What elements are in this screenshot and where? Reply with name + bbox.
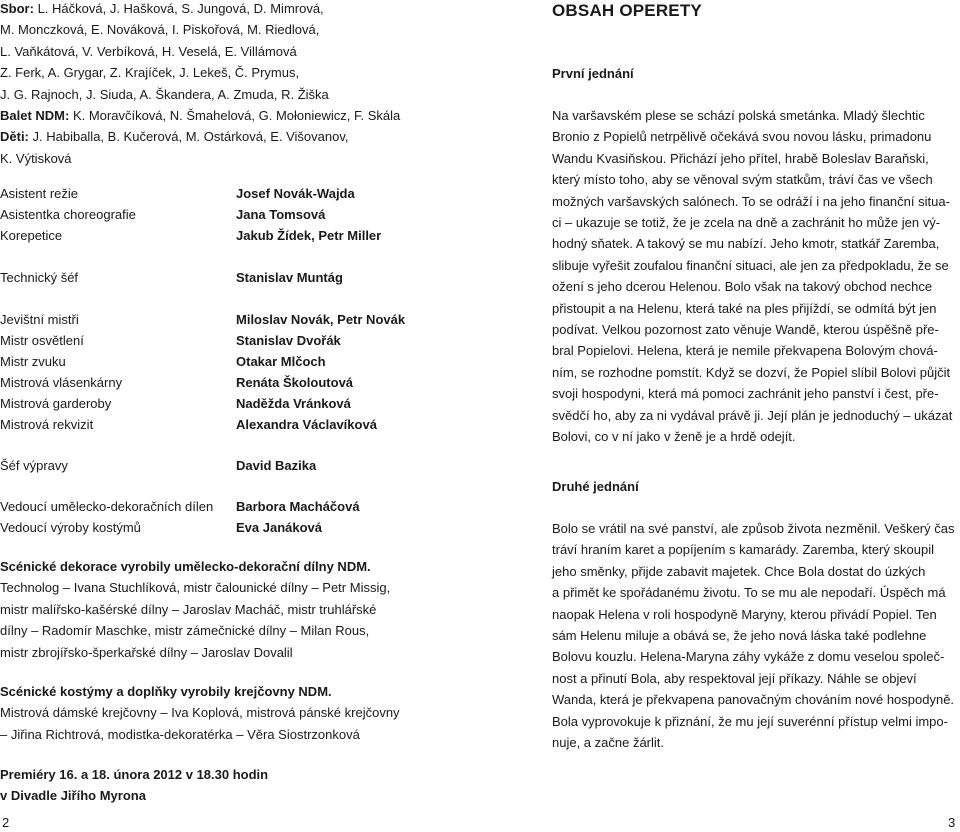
act1-line: ci – ukazuje se totiž, že je zcela na dně a zachránit ho může jen vý- <box>552 215 941 231</box>
credit-row <box>0 267 520 288</box>
act1-line: Wandu Kvasiňskou. Přichází jeho přítel, hrabě Boleslav Baraňski, <box>552 150 929 166</box>
credit-row <box>0 393 520 414</box>
credit-row <box>0 414 520 435</box>
credit-spacer <box>0 288 520 309</box>
act1-line: Bolovi, co v ní jako v ženě je a hrdě odejít. <box>552 429 796 445</box>
costumes-section <box>0 681 520 745</box>
credit-spacer <box>0 476 520 496</box>
credit-name: Renáta Školoutová <box>236 375 354 390</box>
credit-role: Technický šéf <box>0 270 79 285</box>
cast-line: K. Výtisková <box>0 150 72 166</box>
costumes-title: Scénické kostýmy a doplňky vyrobily krejčovny NDM. <box>0 684 332 699</box>
credit-role: Mistrová garderoby <box>0 396 112 411</box>
act1-line: ním, se rozhodne pomstít. Když se dozví, že Popiel slíbil Bolovi půjčit <box>552 364 951 380</box>
credit-name: Jakub Žídek, Petr Miller <box>236 228 382 243</box>
decor-line: dílny – Radomír Maschke, mistr zámečnické dílny – Milan Rous, <box>0 623 370 639</box>
credit-role: Mistr osvětlení <box>0 333 84 348</box>
decor-section <box>0 556 520 663</box>
credit-role: Korepetice <box>0 228 63 243</box>
credit-name: Eva Janáková <box>236 520 323 535</box>
credit-row <box>0 517 520 538</box>
credits-table <box>0 183 520 538</box>
act1-text <box>552 105 957 448</box>
page-number-right: 3 <box>948 815 956 830</box>
credit-row <box>0 496 520 517</box>
credit-name: Josef Novák-Wajda <box>236 186 355 201</box>
cast-line: Z. Ferk, A. Grygar, Z. Krajíček, J. Lekeš, Č. Prymus, <box>0 65 300 81</box>
synopsis-title: OBSAH OPERETY <box>552 1 702 20</box>
act1-line: svoji hospodyni, která má pomoci zachránit jeho panství i čest, pře- <box>552 386 939 402</box>
act2-line: nuje, a začne žárlit. <box>552 735 665 751</box>
premiere-info <box>0 764 520 807</box>
page-number-left: 2 <box>2 815 10 830</box>
credit-row <box>0 372 520 393</box>
credit-role: Asistentka choreografie <box>0 207 136 222</box>
act1-line: podívat. Velkou pozornost zato věnuje Wandě, kterou úspěšně pře- <box>552 322 939 338</box>
credit-role: Vedoucí umělecko-dekoračních dílen <box>0 499 214 514</box>
credit-name: Otakar Mlčoch <box>236 354 326 369</box>
act1-line: Na varšavském plese se schází polská smetánka. Mladý šlechtic <box>552 108 925 123</box>
act2-line: tráví hraním karet a popíjením s kamarády. Zaremba, který skoupil <box>552 542 934 558</box>
cast-line: L. Vaňkátová, V. Verbíková, H. Veselá, E. Villámová <box>0 43 297 59</box>
credit-role: Asistent režie <box>0 186 79 201</box>
act2-line: Bola vyprovokuje k přiznání, že mu její suverénní přístup velmi impo- <box>552 713 948 729</box>
act1-line: slibuje vyřešit zoufalou finanční situaci, ale jen za předpokladu, že se <box>552 257 949 273</box>
costumes-line: Mistrová dámské krejčovny – Iva Koplová, mistrová pánské krejčovny <box>0 705 400 721</box>
premiere-date: Premiéry 16. a 18. února 2012 v 18.30 hodin <box>0 767 269 782</box>
credit-spacer <box>0 246 520 267</box>
cast-line: M. Monczková, E. Nováková, I. Piskořová, M. Riedlová, <box>0 22 320 38</box>
credit-role: Vedoucí výroby kostýmů <box>0 520 141 535</box>
credit-role: Mistr zvuku <box>0 354 66 369</box>
credit-role: Mistrová rekvizit <box>0 417 94 432</box>
act2-line: jeho směnky, přijde zabavit majetek. Chce Bola dostat do úzkých <box>552 563 926 579</box>
cast-list <box>0 0 520 169</box>
cast-line: Sbor: L. Háčková, J. Hašková, S. Jungová, D. Mimrová, <box>0 1 324 16</box>
act1-line: Bronio z Popielů netrpělivě očekává svou novou lásku, primadonu <box>552 129 932 145</box>
credit-name: Barbora Macháčová <box>236 499 360 514</box>
credit-row <box>0 183 520 204</box>
decor-line: mistr malířsko-kašérské dílny – Jaroslav Macháč, mistr truhlářské <box>0 601 377 617</box>
credit-name: Alexandra Václavíková <box>236 417 377 432</box>
credit-row <box>0 225 520 246</box>
act2-text <box>552 518 957 753</box>
credit-name: Stanislav Dvořák <box>236 333 341 348</box>
act1-title: První jednání <box>552 66 634 81</box>
credit-name: Stanislav Muntág <box>236 270 343 285</box>
act1-line: který místo toho, aby se věnoval svým statkům, tráví čas ve všech <box>552 172 933 188</box>
costumes-line: – Jiřina Richtrová, modistka-dekoratérka – Věra Siostrzonková <box>0 726 360 742</box>
credit-row <box>0 309 520 330</box>
act2-line: Wanda, která je překvapena panovačným chováním nové hospodyně. <box>552 692 955 708</box>
credit-role: Šéf výpravy <box>0 458 68 473</box>
act2-line: sám Helenu miluje a obává se, že jeho nová láska také podlehne <box>552 628 927 644</box>
act2-line: nost a přinutí Bola, aby respektoval její příkazy. Náhle se objeví <box>552 670 917 686</box>
act2-line: a přimět ke spořádanému životu. To se mu ale nepodaří. Úspěch má <box>552 585 946 601</box>
act1-line: možných varšavských salónech. To se odráží i na jeho finanční situa- <box>552 193 950 209</box>
act1-line: svědčí ho, aby za ni vydával právě ji. Její plán je jednoduchý – ukázat <box>552 407 953 423</box>
cast-line: J. G. Rajnoch, J. Siuda, A. Škandera, A. Zmuda, R. Žiška <box>0 86 329 102</box>
credit-row <box>0 455 520 476</box>
act2-line: Bolovu kouzlu. Helena-Maryna záhy vykáže z domu veselou společ- <box>552 649 945 665</box>
credit-row <box>0 351 520 372</box>
act1-line: ožení s jeho dcerou Helenou. Bolo však na takový obchod nechce <box>552 279 933 295</box>
credit-name: Miloslav Novák, Petr Novák <box>236 312 406 327</box>
decor-line: mistr zbrojířsko-šperkařské dílny – Jaroslav Dovalil <box>0 644 293 660</box>
act1-line: bral Popielovi. Helena, která je nemile překvapena Bolovým chová- <box>552 343 938 359</box>
act2-title: Druhé jednání <box>552 479 639 494</box>
credit-spacer <box>0 435 520 455</box>
credit-name: Jana Tomsová <box>236 207 326 222</box>
cast-line: Balet NDM: K. Moravčíková, N. Šmahelová, G. Mołoniewicz, F. Skála <box>0 108 401 124</box>
premiere-venue: v Divadle Jiřího Myrona <box>0 788 146 804</box>
credit-name: Naděžda Vránková <box>236 396 351 411</box>
credit-name: David Bazika <box>236 458 317 473</box>
credit-row <box>0 204 520 225</box>
decor-line: Technolog – Ivana Stuchlíková, mistr čalounické dílny – Petr Missig, <box>0 580 391 596</box>
credit-role: Jevištní mistři <box>0 312 79 327</box>
act2-line: Bolo se vrátil na své panství, ale způsob života nezměnil. Veškerý čas <box>552 521 955 536</box>
credit-role: Mistrová vlásenkárny <box>0 375 123 390</box>
decor-title: Scénické dekorace vyrobily umělecko-dekorační dílny NDM. <box>0 559 371 574</box>
act2-line: naopak Helena v roli hospodyně Maryny, kterou přivádí Popiel. Ten <box>552 606 937 622</box>
cast-line: Děti: J. Habiballa, B. Kučerová, M. Ostárková, E. Višovanov, <box>0 129 349 145</box>
credit-row <box>0 330 520 351</box>
act1-line: hodný sňatek. A takový se mu nabízí. Jeho kmotr, statkář Zaremba, <box>552 236 940 252</box>
act1-line: přistoupit a na Helenu, která také na ples přijíždí, se odmítá být jen <box>552 300 937 316</box>
